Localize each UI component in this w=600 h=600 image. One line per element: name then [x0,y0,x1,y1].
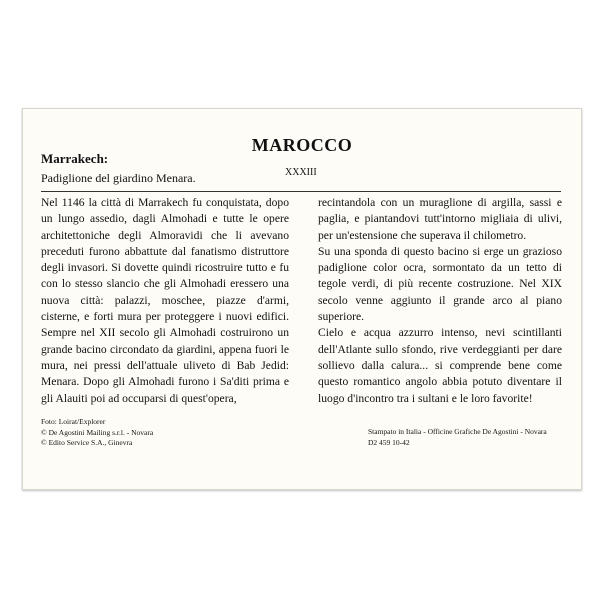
text-column-left [41,195,289,407]
catalog-code: D2 459 10-42 [368,437,410,447]
copyright-line: © De Agostini Mailing s.r.l. - Novara [41,427,154,437]
printer-line: Stampato in Italia - Officine Grafiche De Agostini - Novara [368,427,547,436]
credits-block [41,417,153,449]
postcard-back [22,108,582,490]
plate-number: XXXIII [285,167,317,178]
printer-block [368,427,547,448]
right-paragraph-2: Su una sponda di questo bacino si erge un grazioso padiglione color ocra, sormontato da un tetto di tegole verdi, di più recente costruzione. Nel XIX secolo venne aggiunto il grande arco al piano superiore. [318,244,562,324]
country-title: MAROCCO [251,135,353,155]
right-paragraph-3: Cielo e acqua azzurro intenso, nevi scintillanti dell'Atlante sullo sfondo, rive verdeggianti per dare sollievo dalla calura... si comprende bene come questo romantico angolo abbia potuto diventare il luogo d'incontro tra i sultani e le loro favorite! [318,326,562,405]
right-paragraph-1: recintandola con un muraglione di argilla, sassi e paglia, e piantandovi tutt'intorno migliaia di ulivi, per un'estensione che superava il chilometro. [318,196,562,242]
subtitle: Padiglione del giardino Menara. [41,171,196,185]
text-column-right [318,195,562,407]
left-paragraph: Nel 1146 la città di Marrakech fu conquistata, dopo un lungo assedio, dagli Almohadi e tutte le opere architettoniche degli Almoravidi che li avevano preceduti furono abbattute dal fanatismo distruttore degli invasori. Si dovette quindi ricostruire tutto e fu con lo stesso slancio che gli Almohadi eressero una nuova città: palazzi, moschee, piazze d'armi, cisterne, e forti mura per proteggere i nuovi edifici. Sempre nel XII secolo gli Almohadi costruirono un grande bacino circondato da giardini, appena fuori le mura, nei pressi dell'attuale uliveto di Bab Jedid: Menara. Dopo gli Almohadi furono i Sa'diti prima e gli Alauiti poi ad occuparsi di quest'opera, [41,196,289,405]
copyright-line: © Edito Service S.A., Ginevra [41,438,133,447]
city-heading: Marrakech: [41,151,109,166]
photo-credit: Foto: Loirat/Explorer [41,417,106,426]
divider-line [41,191,561,192]
